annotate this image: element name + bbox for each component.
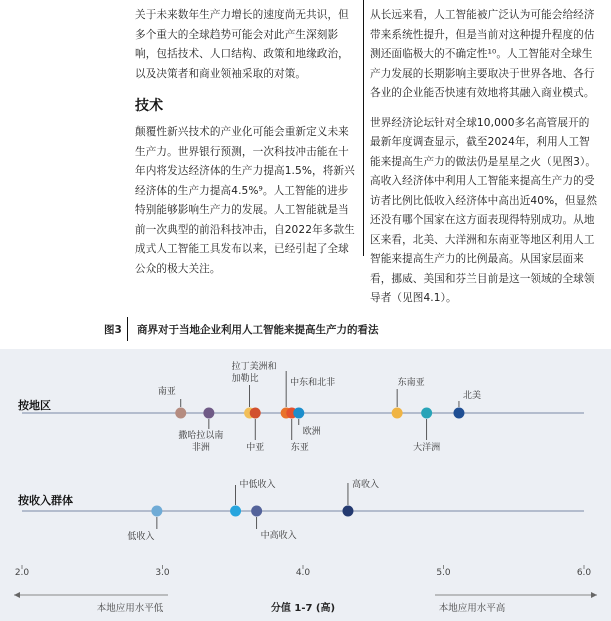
- point-label: 中亚: [246, 443, 265, 453]
- point-label: 高收入: [351, 480, 379, 490]
- tick-label: 2.0: [14, 568, 30, 578]
- data-point: [421, 408, 432, 419]
- tick-label: 4.0: [295, 568, 311, 578]
- right-text-column: [370, 6, 598, 309]
- tick-label: 5.0: [436, 568, 451, 578]
- data-point: [453, 408, 464, 419]
- point-label: 东亚: [290, 443, 309, 453]
- point-label: 北美: [462, 391, 481, 401]
- figure-label: 图3: [104, 324, 122, 336]
- point-label: 中高收入: [260, 531, 297, 541]
- right-paragraph-1: 从长远来看，人工智能被广泛认为可能会给经济带来系统性提升，但是当前对这种提升程度的估测还面临极大的不确定性¹⁰。人工智能对全球生产力发展的长期影响主要取决于世界各地、各行各业的企业能否快速有效地将其融入商业模式。: [370, 9, 595, 99]
- point-label: 中东和北非: [290, 378, 336, 388]
- right-paragraph-2: 世界经济论坛针对全球10,000多名高管展开的最新年度调查显示，截至2024年，利用人工智能来提高生产力的做法仍是星星之火（见图3）。高收入经济体中利用人工智能来提高生产力的受访者比例比低收入经济体中高出近40%，但显然还没有哪个国家在这方面表现得特别成功。从地区来看，北美、大洋洲和东南亚等地区利用人工智能来提高生产力的比例最高。从国家层面来看，挪威、美国和芬兰目前是这一领域的全球领导者（见图4.1）。: [370, 116, 598, 304]
- x-axis-title: 分值 1-7 (高): [270, 603, 336, 614]
- high-end-arrowhead: [591, 592, 597, 598]
- point-label: 加勒比: [231, 374, 259, 384]
- figure-title-divider: [127, 317, 128, 341]
- data-point: [293, 408, 304, 419]
- low-end-label: 本地应用水平低: [96, 603, 164, 614]
- data-point: [250, 408, 261, 419]
- point-label: 撒哈拉以南: [178, 431, 224, 441]
- data-point: [151, 506, 162, 517]
- row-title-region: 按地区: [18, 399, 51, 412]
- tick-label: 3.0: [155, 568, 170, 578]
- point-label: 拉丁美洲和: [231, 362, 277, 372]
- point-label: 非洲: [191, 443, 210, 453]
- low-end-arrowhead: [14, 592, 20, 598]
- left-paragraph-2: 颠覆性新兴技术的产业化可能会重新定义未来生产力。世界银行预测，一次科技冲击能在十年内将发达经济体的生产力提高1.5%，将新兴经济体的生产力提高4.5%⁹。人工智能的进步特别能够影响生产力的发展。人工智能就是当前一次典型的前沿科技冲击，自2022年多款生成式人工智能工具发布以来，已经引起了全球公众的极大关注。: [135, 126, 355, 275]
- point-label: 东南亚: [397, 378, 425, 388]
- column-divider: [363, 0, 364, 256]
- point-label: 大洋洲: [413, 443, 441, 453]
- ai-productivity-dot-chart: [0, 349, 611, 621]
- data-point: [175, 408, 186, 419]
- left-paragraph-1: 关于未来数年生产力增长的速度尚无共识，但多个重大的全球趋势可能会对此产生深刻影响，包括技术、人口结构、政策和地缘政治，以及决策者和商业领袖采取的对策。: [135, 9, 349, 80]
- point-label: 中低收入: [239, 480, 276, 490]
- figure-title: 商界对于当地企业利用人工智能来提高生产力的看法: [137, 324, 379, 336]
- row-title-income: 按收入群体: [18, 494, 73, 507]
- data-point: [230, 506, 241, 517]
- section-heading-technology: 技术: [135, 98, 164, 114]
- data-point: [251, 506, 262, 517]
- data-point: [342, 506, 353, 517]
- point-label: 低收入: [127, 532, 155, 542]
- point-label: 南亚: [157, 387, 176, 397]
- tick-label: 6.0: [576, 568, 592, 578]
- data-point: [203, 408, 214, 419]
- left-text-column: [135, 6, 359, 279]
- point-label: 欧洲: [302, 427, 321, 437]
- high-end-label: 本地应用水平高: [438, 603, 506, 614]
- data-point: [392, 408, 403, 419]
